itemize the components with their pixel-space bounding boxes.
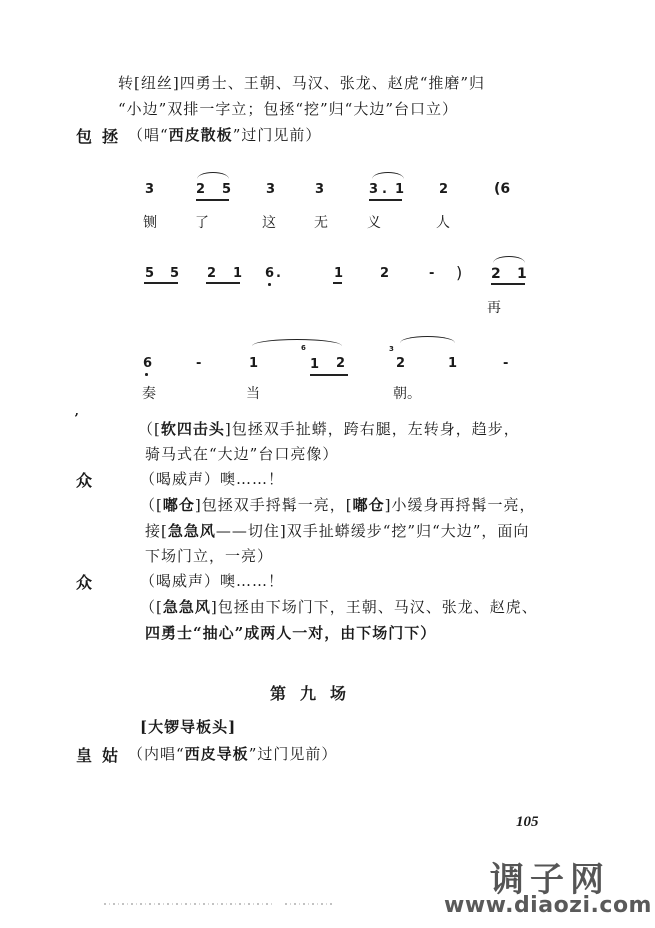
percussion-cue: 嘟仓 [162, 496, 195, 514]
slur [400, 336, 455, 343]
percussion-cue: 嘟仓 [352, 496, 385, 514]
note: 2 [491, 266, 501, 282]
text: ”过门见前） [248, 745, 338, 763]
speech-text: （喝威声）噢……！ [140, 572, 285, 590]
note: 1 [310, 357, 320, 372]
note: 1 [448, 356, 458, 371]
note: 3 [145, 182, 155, 197]
note: 2 [396, 356, 406, 371]
underline-beam [333, 282, 342, 284]
note: 2 [439, 182, 449, 197]
note: 2 [380, 266, 390, 281]
grace-note: 3 [389, 345, 394, 353]
lyric: 人 [436, 215, 450, 231]
underline-beam [144, 282, 178, 284]
lyric: 当 [246, 386, 260, 402]
slur [197, 172, 229, 179]
tune-name: 西皮导板 [184, 745, 249, 763]
scan-artifact [104, 903, 274, 905]
note: 6. [265, 266, 283, 281]
note: 2 [196, 182, 206, 197]
role-name: 众 [76, 471, 93, 490]
text: ]包拯由下场门下，王朝、马汉、张龙、赵虎、 [210, 598, 538, 616]
note: 1 [249, 356, 259, 371]
speech-direction [128, 124, 321, 146]
scene-title: 第九场 [270, 684, 361, 703]
note: 1 [334, 266, 344, 281]
lyric: 铡 [143, 215, 157, 231]
underline-beam [369, 199, 402, 201]
note: (6 [494, 181, 511, 197]
text: （内唱“ [128, 745, 185, 763]
low-octave-dot [145, 373, 148, 376]
speech-direction [128, 743, 337, 765]
stage-direction-line: “小边”双排一字立；包拯“挖”归“大边”台口立） [118, 100, 459, 118]
stage-direction-line [138, 418, 520, 440]
note: 5 [222, 182, 232, 197]
page-number: 105 [516, 814, 539, 830]
note: - [503, 356, 509, 371]
underline-beam [310, 374, 348, 376]
stage-direction-line: 四勇士“抽心”成两人一对，由下场门下） [145, 624, 437, 642]
underline-beam [196, 199, 229, 201]
stage-direction-line [140, 494, 535, 516]
percussion-cue: 软四击头 [160, 420, 225, 438]
stage-direction-line [145, 520, 529, 542]
note: 3. [369, 182, 391, 197]
text: ]包拯双手捋髯一亮，[ [194, 496, 353, 514]
note: 3 [315, 182, 325, 197]
slur [493, 256, 525, 263]
role-name: 众 [76, 573, 93, 592]
scan-artifact [285, 903, 335, 905]
note: - [196, 356, 202, 371]
lyric: 这 [262, 215, 276, 231]
text: diaozi [513, 893, 591, 918]
text: ]小缓身再捋髯一亮， [384, 496, 536, 514]
text: ——切住]双手扯蟒缓步“挖”归“大边”，面向 [215, 522, 530, 540]
slur [372, 172, 404, 179]
text: （[ [138, 420, 161, 438]
note: 1 [233, 266, 243, 281]
stage-direction-line [140, 596, 538, 618]
role-name: 包拯 [76, 127, 129, 146]
percussion-cue: 急急风 [167, 522, 216, 540]
text: （[ [140, 598, 163, 616]
tune-name: 西皮散板 [168, 126, 233, 144]
text: .com [590, 893, 652, 918]
low-octave-dot [268, 283, 271, 286]
note: 3 [266, 182, 276, 197]
note: 1 [517, 266, 527, 282]
note: ) [456, 263, 463, 282]
lyric: 朝。 [393, 386, 421, 402]
grace-note: 6 [301, 344, 306, 352]
lyric: 奏 [142, 386, 156, 402]
note: - [429, 266, 435, 281]
speech-text: （喝威声）噢……！ [140, 470, 285, 488]
role-name: 皇姑 [76, 746, 129, 765]
stray-mark: ʼ [74, 412, 79, 427]
watermark-title: 调子网 [490, 860, 610, 900]
watermark-url [444, 893, 652, 918]
note: 2 [336, 356, 346, 371]
note: 1 [395, 182, 405, 197]
note: 5 [145, 266, 155, 281]
text: （唱“ [128, 126, 169, 144]
lyric: 再 [487, 300, 501, 316]
text: ”过门见前） [232, 126, 322, 144]
stage-direction-line: 骑马式在“大边”台口亮像） [145, 445, 339, 463]
note: 6 [143, 356, 153, 371]
text: ]包拯双手扯蟒，跨右腿，左转身，趋步， [224, 420, 520, 438]
lyric: 了 [195, 215, 209, 231]
percussion-cue: 急急风 [162, 598, 211, 616]
stage-direction-line: 转[纽丝]四勇士、王朝、马汉、张龙、赵虎“推磨”归 [118, 74, 486, 92]
text: 接[ [145, 522, 168, 540]
underline-beam [491, 283, 525, 285]
note: 2 [207, 266, 217, 281]
percussion-cue: [大锣导板头] [140, 718, 237, 736]
stage-direction-line: 下场门立，一亮） [145, 547, 274, 565]
note: 5 [170, 266, 180, 281]
lyric: 义 [367, 215, 381, 231]
slur [252, 339, 342, 346]
text: （[ [140, 496, 163, 514]
lyric: 无 [314, 215, 328, 231]
underline-beam [206, 282, 240, 284]
text: www. [444, 893, 514, 918]
